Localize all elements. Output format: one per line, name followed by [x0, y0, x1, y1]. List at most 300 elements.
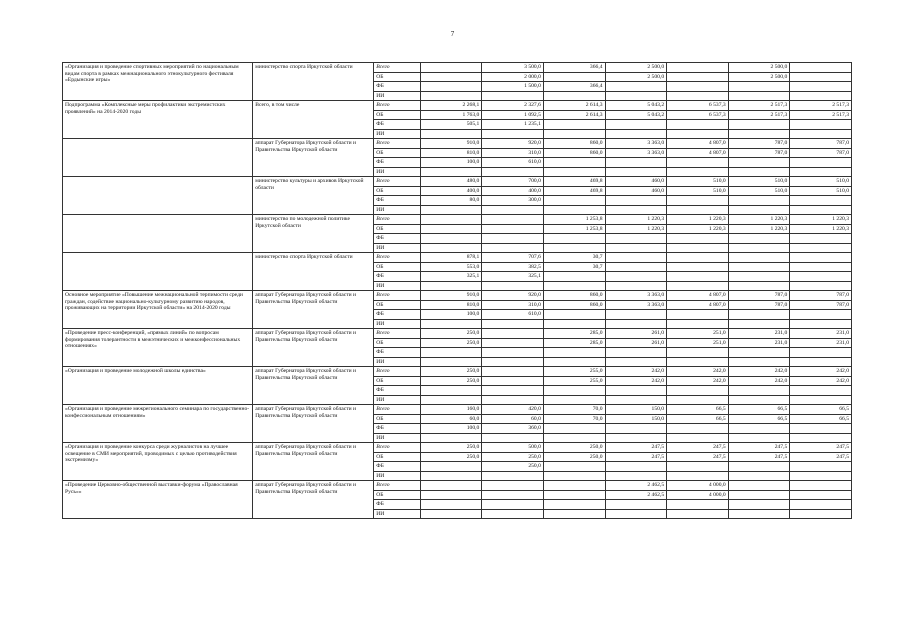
amount-cell	[482, 500, 544, 510]
amount-cell	[482, 376, 544, 386]
amount-cell: 250,0	[420, 367, 482, 377]
budget-table-body	[63, 63, 852, 519]
executor-cell: аппарат Губернатора Иркутской области и Правительства Иркутской области	[253, 139, 374, 177]
activity-name-cell: Подпрограмма «Комплексные меры профилактики экстремистских проявлений» на 2014-2020 годы	[63, 101, 253, 139]
amount-cell: 510,0	[667, 186, 729, 196]
amount-cell: 250,0	[543, 443, 605, 453]
amount-cell	[667, 120, 729, 130]
funding-source-cell: ОБ	[374, 414, 420, 424]
amount-cell	[482, 129, 544, 139]
amount-cell	[728, 272, 790, 282]
amount-cell: 250,0	[543, 452, 605, 462]
amount-cell: 261,0	[605, 329, 667, 339]
funding-source-cell: ИИ	[374, 433, 420, 443]
amount-cell: 2 517,3	[790, 101, 852, 111]
amount-cell	[543, 281, 605, 291]
funding-source-cell: ОБ	[374, 452, 420, 462]
funding-source-cell: Всего	[374, 101, 420, 111]
amount-cell	[605, 471, 667, 481]
amount-cell: 420,0	[482, 405, 544, 415]
funding-source-cell: ОБ	[374, 110, 420, 120]
amount-cell	[543, 120, 605, 130]
funding-source-cell: ФБ	[374, 158, 420, 168]
amount-cell	[420, 357, 482, 367]
amount-cell: 553,0	[420, 262, 482, 272]
amount-cell	[790, 471, 852, 481]
table-row	[63, 443, 852, 453]
amount-cell: 4 807,0	[667, 291, 729, 301]
amount-cell: 160,0	[420, 405, 482, 415]
amount-cell: 285,0	[543, 329, 605, 339]
amount-cell	[482, 471, 544, 481]
amount-cell: 2 500,0	[605, 72, 667, 82]
page-number: 7	[450, 30, 455, 38]
amount-cell: 2 462,5	[605, 481, 667, 491]
amount-cell	[482, 348, 544, 358]
amount-cell: 460,0	[605, 186, 667, 196]
amount-cell	[667, 63, 729, 73]
amount-cell	[790, 462, 852, 472]
table-row	[63, 177, 852, 187]
amount-cell	[728, 243, 790, 253]
amount-cell	[667, 281, 729, 291]
amount-cell: 100,0	[420, 158, 482, 168]
amount-cell: 60,0	[420, 414, 482, 424]
amount-cell	[790, 196, 852, 206]
amount-cell: 510,0	[790, 177, 852, 187]
amount-cell: 150,0	[605, 414, 667, 424]
amount-cell	[790, 395, 852, 405]
amount-cell	[667, 500, 729, 510]
amount-cell	[543, 243, 605, 253]
amount-cell: 3 500,0	[482, 63, 544, 73]
amount-cell	[667, 243, 729, 253]
amount-cell: 300,0	[482, 196, 544, 206]
funding-source-cell: ИИ	[374, 91, 420, 101]
amount-cell	[605, 253, 667, 263]
amount-cell	[728, 500, 790, 510]
amount-cell	[420, 433, 482, 443]
funding-source-cell: ИИ	[374, 319, 420, 329]
amount-cell: 4 000,0	[667, 490, 729, 500]
amount-cell	[543, 490, 605, 500]
amount-cell	[790, 509, 852, 519]
activity-name-cell: «Проведение Церковно-общественной выставки-форума «Православная Русь»»	[63, 481, 253, 519]
funding-source-cell: ФБ	[374, 386, 420, 396]
amount-cell	[420, 386, 482, 396]
amount-cell	[728, 509, 790, 519]
amount-cell	[728, 490, 790, 500]
amount-cell	[482, 215, 544, 225]
amount-cell: 1 763,0	[420, 110, 482, 120]
amount-cell	[543, 481, 605, 491]
amount-cell	[605, 120, 667, 130]
amount-cell: 66,5	[667, 405, 729, 415]
funding-source-cell: ФБ	[374, 272, 420, 282]
amount-cell	[482, 357, 544, 367]
amount-cell	[482, 91, 544, 101]
amount-cell: 242,0	[790, 367, 852, 377]
amount-cell	[543, 348, 605, 358]
amount-cell: 80,0	[420, 196, 482, 206]
amount-cell	[667, 253, 729, 263]
amount-cell: 4 807,0	[667, 139, 729, 149]
activity-name-cell: «Организация и проведение межрегионального семинара по государственно-конфессиональным отношениям»	[63, 405, 253, 443]
amount-cell: 1 220,3	[728, 224, 790, 234]
amount-cell	[728, 167, 790, 177]
amount-cell	[543, 509, 605, 519]
amount-cell: 242,0	[790, 376, 852, 386]
amount-cell: 860,0	[543, 291, 605, 301]
table-row	[63, 139, 852, 149]
amount-cell	[543, 91, 605, 101]
funding-source-cell: Всего	[374, 253, 420, 263]
funding-source-cell: Всего	[374, 481, 420, 491]
table-row	[63, 253, 852, 263]
amount-cell	[667, 357, 729, 367]
amount-cell	[790, 91, 852, 101]
amount-cell	[790, 120, 852, 130]
funding-source-cell: Всего	[374, 291, 420, 301]
amount-cell	[667, 386, 729, 396]
amount-cell	[605, 82, 667, 92]
amount-cell	[543, 234, 605, 244]
amount-cell	[667, 205, 729, 215]
amount-cell	[728, 348, 790, 358]
amount-cell: 400,0	[420, 186, 482, 196]
amount-cell: 66,5	[728, 405, 790, 415]
executor-cell: министерство спорта Иркутской области	[253, 63, 374, 101]
amount-cell	[667, 471, 729, 481]
amount-cell	[482, 338, 544, 348]
amount-cell	[667, 424, 729, 434]
amount-cell	[667, 158, 729, 168]
amount-cell: 2 462,5	[605, 490, 667, 500]
amount-cell	[728, 357, 790, 367]
amount-cell	[605, 424, 667, 434]
amount-cell: 3 363,0	[605, 139, 667, 149]
amount-cell: 1 500,0	[482, 82, 544, 92]
executor-cell: аппарат Губернатора Иркутской области и Правительства Иркутской области	[253, 291, 374, 329]
amount-cell	[420, 234, 482, 244]
amount-cell: 1 092,5	[482, 110, 544, 120]
executor-cell: министерство по молодежной политике Иркутской области	[253, 215, 374, 253]
amount-cell: 150,0	[605, 405, 667, 415]
amount-cell	[482, 281, 544, 291]
amount-cell	[605, 509, 667, 519]
amount-cell	[482, 329, 544, 339]
amount-cell	[605, 158, 667, 168]
amount-cell: 366,4	[543, 82, 605, 92]
amount-cell: 2 614,3	[543, 110, 605, 120]
amount-cell	[728, 319, 790, 329]
amount-cell	[420, 224, 482, 234]
funding-source-cell: ОБ	[374, 186, 420, 196]
amount-cell	[667, 91, 729, 101]
amount-cell	[728, 481, 790, 491]
amount-cell: 251,0	[667, 338, 729, 348]
amount-cell	[667, 82, 729, 92]
amount-cell: 4 000,0	[667, 481, 729, 491]
amount-cell: 250,0	[482, 452, 544, 462]
amount-cell: 787,0	[728, 300, 790, 310]
amount-cell	[543, 72, 605, 82]
amount-cell: 787,0	[728, 148, 790, 158]
amount-cell: 469,8	[543, 186, 605, 196]
funding-source-cell: ОБ	[374, 490, 420, 500]
amount-cell: 3 363,0	[605, 148, 667, 158]
amount-cell: 310,0	[482, 300, 544, 310]
funding-source-cell: Всего	[374, 139, 420, 149]
amount-cell: 2 500,0	[605, 63, 667, 73]
amount-cell	[482, 367, 544, 377]
amount-cell: 247,5	[667, 443, 729, 453]
amount-cell: 460,0	[605, 177, 667, 187]
amount-cell: 6 537,3	[667, 101, 729, 111]
amount-cell	[790, 253, 852, 263]
amount-cell: 1 253,8	[543, 224, 605, 234]
amount-cell	[790, 158, 852, 168]
executor-cell: аппарат Губернатора Иркутской области и Правительства Иркутской области	[253, 405, 374, 443]
amount-cell	[728, 253, 790, 263]
amount-cell	[790, 129, 852, 139]
funding-source-cell: ОБ	[374, 224, 420, 234]
amount-cell: 250,0	[482, 462, 544, 472]
amount-cell	[482, 234, 544, 244]
amount-cell	[605, 462, 667, 472]
amount-cell: 70,0	[543, 405, 605, 415]
amount-cell: 325,1	[482, 272, 544, 282]
amount-cell: 1 220,3	[790, 224, 852, 234]
amount-cell: 231,0	[728, 338, 790, 348]
amount-cell	[420, 91, 482, 101]
amount-cell: 242,0	[728, 367, 790, 377]
amount-cell: 1 220,3	[790, 215, 852, 225]
amount-cell	[482, 433, 544, 443]
amount-cell: 510,0	[728, 186, 790, 196]
table-row	[63, 291, 852, 301]
funding-source-cell: ФБ	[374, 196, 420, 206]
amount-cell	[605, 348, 667, 358]
amount-cell	[482, 224, 544, 234]
amount-cell	[667, 272, 729, 282]
amount-cell: 247,5	[605, 452, 667, 462]
amount-cell: 787,0	[728, 291, 790, 301]
amount-cell	[605, 91, 667, 101]
amount-cell	[790, 72, 852, 82]
amount-cell	[482, 319, 544, 329]
amount-cell	[790, 272, 852, 282]
amount-cell: 250,0	[420, 452, 482, 462]
amount-cell: 1 220,3	[605, 224, 667, 234]
amount-cell: 242,0	[728, 376, 790, 386]
table-row	[63, 215, 852, 225]
amount-cell: 66,5	[667, 414, 729, 424]
amount-cell	[605, 129, 667, 139]
amount-cell	[482, 490, 544, 500]
amount-cell: 242,0	[605, 367, 667, 377]
funding-source-cell: Всего	[374, 215, 420, 225]
amount-cell	[728, 281, 790, 291]
amount-cell: 255,0	[543, 376, 605, 386]
amount-cell: 1 220,3	[728, 215, 790, 225]
amount-cell: 70,0	[543, 414, 605, 424]
amount-cell: 4 807,0	[667, 148, 729, 158]
amount-cell	[420, 490, 482, 500]
amount-cell: 5 043,2	[605, 101, 667, 111]
amount-cell	[667, 348, 729, 358]
amount-cell: 231,0	[728, 329, 790, 339]
executor-cell: аппарат Губернатора Иркутской области и Правительства Иркутской области	[253, 367, 374, 405]
amount-cell	[605, 205, 667, 215]
funding-source-cell: ИИ	[374, 357, 420, 367]
funding-source-cell: Всего	[374, 329, 420, 339]
amount-cell: 250,0	[420, 338, 482, 348]
amount-cell	[790, 490, 852, 500]
amount-cell: 700,0	[482, 177, 544, 187]
funding-source-cell: ФБ	[374, 462, 420, 472]
amount-cell: 2 500,0	[728, 63, 790, 73]
amount-cell	[420, 481, 482, 491]
amount-cell	[790, 234, 852, 244]
amount-cell	[667, 129, 729, 139]
amount-cell: 787,0	[790, 148, 852, 158]
funding-source-cell: ФБ	[374, 348, 420, 358]
funding-source-cell: ФБ	[374, 82, 420, 92]
amount-cell	[420, 462, 482, 472]
amount-cell	[543, 158, 605, 168]
amount-cell	[790, 348, 852, 358]
amount-cell: 4 807,0	[667, 300, 729, 310]
funding-source-cell: ИИ	[374, 471, 420, 481]
funding-source-cell: ОБ	[374, 148, 420, 158]
amount-cell: 1 220,3	[667, 215, 729, 225]
amount-cell: 3 363,0	[605, 300, 667, 310]
activity-name-cell: «Проведение пресс-конференций, «прямых линий» по вопросам формирования толерантности в межэтнических и межконфессиональных отношениях»	[63, 329, 253, 367]
amount-cell	[728, 82, 790, 92]
funding-source-cell: Всего	[374, 405, 420, 415]
amount-cell: 787,0	[790, 139, 852, 149]
amount-cell	[728, 91, 790, 101]
funding-source-cell: ИИ	[374, 509, 420, 519]
amount-cell: 505,1	[420, 120, 482, 130]
amount-cell	[728, 310, 790, 320]
table-row	[63, 101, 852, 111]
amount-cell	[420, 395, 482, 405]
amount-cell	[420, 319, 482, 329]
amount-cell	[728, 205, 790, 215]
activity-name-cell: «Организация и проведение конкурса среди журналистов на лучшее освещение в СМИ мероприятий, проводимых с целью противодействия экстремизму»	[63, 443, 253, 481]
amount-cell: 510,0	[790, 186, 852, 196]
amount-cell	[605, 272, 667, 282]
amount-cell	[790, 205, 852, 215]
activity-name-cell	[63, 253, 253, 291]
amount-cell	[605, 167, 667, 177]
amount-cell: 247,5	[728, 452, 790, 462]
amount-cell	[420, 281, 482, 291]
amount-cell	[420, 63, 482, 73]
amount-cell	[543, 196, 605, 206]
amount-cell: 910,0	[420, 291, 482, 301]
amount-cell: 469,8	[543, 177, 605, 187]
budget-table-wrapper	[62, 62, 852, 519]
amount-cell	[790, 357, 852, 367]
amount-cell: 30,7	[543, 262, 605, 272]
amount-cell: 2 500,0	[728, 72, 790, 82]
amount-cell	[420, 129, 482, 139]
amount-cell: 2 268,1	[420, 101, 482, 111]
amount-cell	[482, 167, 544, 177]
executor-cell: Всего, в том числе	[253, 101, 374, 139]
amount-cell	[790, 386, 852, 396]
amount-cell	[543, 167, 605, 177]
funding-source-cell: Всего	[374, 367, 420, 377]
amount-cell: 242,0	[605, 376, 667, 386]
amount-cell: 1 253,8	[543, 215, 605, 225]
amount-cell	[728, 395, 790, 405]
activity-name-cell: «Организация и проведение молодежной школы единства»	[63, 367, 253, 405]
amount-cell	[605, 357, 667, 367]
amount-cell: 247,5	[667, 452, 729, 462]
amount-cell	[790, 243, 852, 253]
amount-cell: 250,0	[420, 443, 482, 453]
amount-cell	[667, 319, 729, 329]
amount-cell: 400,0	[482, 186, 544, 196]
amount-cell	[543, 500, 605, 510]
funding-source-cell: ИИ	[374, 167, 420, 177]
amount-cell	[728, 433, 790, 443]
amount-cell: 860,0	[543, 300, 605, 310]
activity-name-cell	[63, 177, 253, 215]
amount-cell: 860,0	[543, 148, 605, 158]
amount-cell: 860,0	[543, 139, 605, 149]
amount-cell: 366,4	[543, 63, 605, 73]
amount-cell	[667, 262, 729, 272]
amount-cell: 247,5	[728, 443, 790, 453]
amount-cell: 360,0	[482, 424, 544, 434]
amount-cell: 66,5	[790, 414, 852, 424]
amount-cell: 920,0	[482, 291, 544, 301]
amount-cell	[667, 433, 729, 443]
amount-cell	[482, 509, 544, 519]
amount-cell	[605, 395, 667, 405]
amount-cell: 6 537,3	[667, 110, 729, 120]
funding-source-cell: ОБ	[374, 300, 420, 310]
amount-cell: 247,5	[605, 443, 667, 453]
amount-cell: 2 000,0	[482, 72, 544, 82]
amount-cell	[667, 234, 729, 244]
amount-cell	[420, 82, 482, 92]
funding-source-cell: Всего	[374, 63, 420, 73]
amount-cell	[543, 462, 605, 472]
amount-cell: 250,0	[420, 329, 482, 339]
amount-cell	[482, 395, 544, 405]
amount-cell: 2 517,3	[728, 110, 790, 120]
table-row	[63, 329, 852, 339]
amount-cell	[790, 500, 852, 510]
executor-cell: министерство культуры и архивов Иркутской области	[253, 177, 374, 215]
amount-cell	[420, 72, 482, 82]
amount-cell	[667, 395, 729, 405]
funding-source-cell: ИИ	[374, 281, 420, 291]
amount-cell	[667, 310, 729, 320]
amount-cell	[667, 196, 729, 206]
amount-cell: 231,0	[790, 338, 852, 348]
amount-cell: 325,1	[420, 272, 482, 282]
funding-source-cell: ИИ	[374, 129, 420, 139]
amount-cell	[667, 509, 729, 519]
amount-cell	[728, 196, 790, 206]
